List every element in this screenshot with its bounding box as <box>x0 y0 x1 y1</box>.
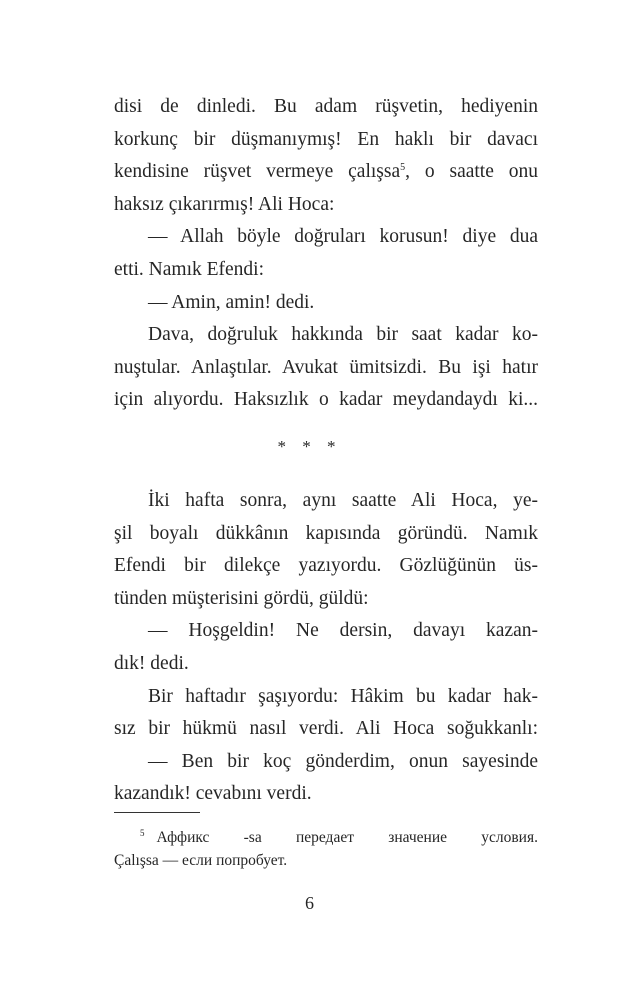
footnote-divider <box>114 812 200 813</box>
text-line: Bir haftadır şaşıyordu: Hâkim bu kadar hak- <box>148 685 538 707</box>
text-line: disi de dinledi. Bu adam rüşvetin, hediyenin <box>114 96 538 117</box>
text-line: Efendi bir dilekçe yazıyordu. Gözlüğünün üs- <box>114 555 538 577</box>
text-line: şil boyalı dükkânın kapısında göründü. Namık <box>114 522 538 544</box>
text-fragment: kendisine rüşvet vermeye çalışsa <box>114 161 401 183</box>
section-separator: * * * <box>277 437 342 456</box>
page-number: 6 <box>305 893 314 913</box>
text-line: korkunç bir düşmanıymış! En haklı bir davacı <box>114 128 538 150</box>
text-line: nuştular. Anlaştılar. Avukat ümitsizdi. Bu işi hatır <box>114 356 538 378</box>
footnote-reference[interactable]: 5 <box>400 162 406 174</box>
text-line: — Ben bir koç gönderdim, onun sayesinde <box>148 750 538 772</box>
footnote-number: 5 <box>140 828 145 838</box>
text-line: — Hoşgeldin! Ne dersin, davayı kazan- <box>148 620 538 642</box>
text-fragment: , o saatte onu <box>405 161 539 183</box>
text-line: sız bir hükmü nasıl verdi. Ali Hoca soğukkanlı: <box>114 718 538 740</box>
text-line: kazandık! cevabını verdi. <box>114 783 312 805</box>
footnote <box>114 826 538 872</box>
footnote-line: Çalışsa — если попробует. <box>114 852 288 869</box>
text-line: — Amin, amin! dedi. <box>148 291 315 313</box>
text-line: için alıyordu. Haksızlık o kadar meydandaydı ki... <box>114 389 538 411</box>
text-line: — Allah böyle doğruları korusun! diye dua <box>148 226 538 248</box>
text-section-2 <box>114 485 538 811</box>
text-section-1 <box>114 91 538 417</box>
footnote-line <box>114 826 538 849</box>
text-line: dık! dedi. <box>114 652 189 674</box>
text-line: haksız çıkarırmış! Ali Hoca: <box>114 193 335 215</box>
text-line <box>114 156 538 189</box>
text-line: Dava, doğruluk hakkında bir saat kadar ko- <box>148 324 538 346</box>
text-line: etti. Namık Efendi: <box>114 258 265 280</box>
footnote-text: Аффикс -sa передает значение условия. <box>156 829 538 846</box>
text-line: İki hafta sonra, aynı saatte Ali Hoca, ye- <box>148 490 538 511</box>
text-line: tünden müşterisini gördü, güldü: <box>114 587 369 609</box>
